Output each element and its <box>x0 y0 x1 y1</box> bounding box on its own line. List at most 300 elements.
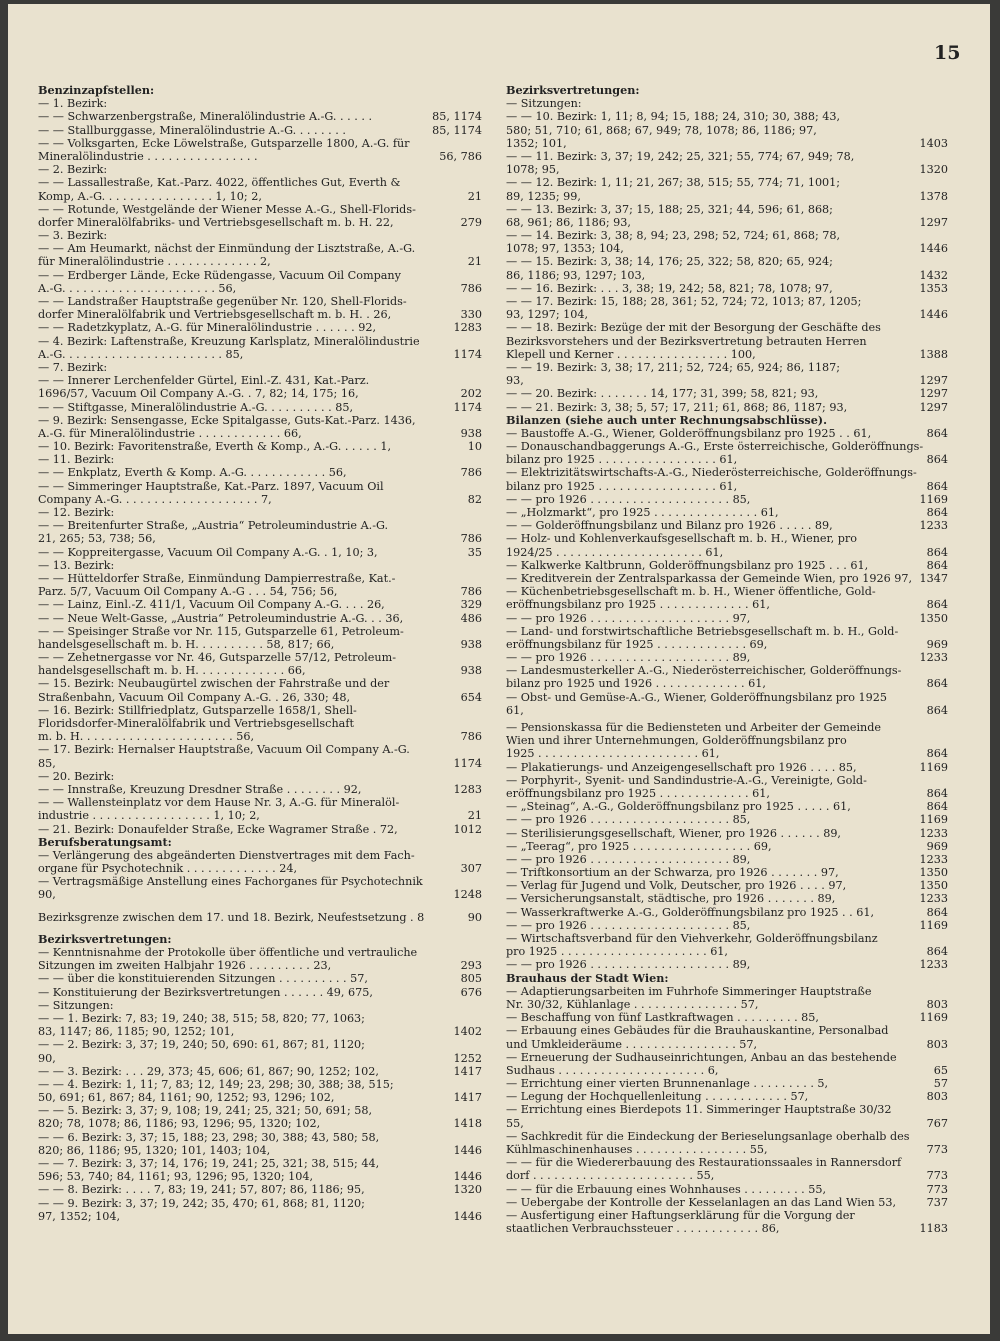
entry-text: — — 11. Bezirk: 3, 37; 19, 242; 25, 321; 55, 774; 67, 949; 78, <box>506 149 855 163</box>
entry-text: — Elektrizitätswirtschafts-A.-G., Niederösterreichische, Golderöffnungs- <box>506 466 917 480</box>
page-reference: 864 <box>924 480 948 493</box>
entry-text: — Wasserkraftwerke A.-G., Golderöffnungsbilanz pro 1925 . . 61, <box>506 905 875 919</box>
entry-text: — — Breitenfurter Straße, „Austria“ Petroleumindustrie A.-G. <box>38 519 389 533</box>
page-reference: 1446 <box>451 1170 482 1183</box>
index-entry <box>506 546 948 559</box>
page-reference: 938 <box>458 638 482 651</box>
entry-text: 1925 . . . . . . . . . . . . . . . . . . . . . . . 61, <box>506 747 720 761</box>
entry-text: 90, <box>38 1051 56 1065</box>
index-entry <box>38 229 482 242</box>
index-entry <box>38 770 482 783</box>
entry-text: — Porphyrit-, Syenit- und Sandindustrie-A.-G., Vereinigte, Gold- <box>506 773 867 787</box>
entry-text: Bilanzen (siehe auch unter Rechnungsabschlüsse). <box>506 413 827 427</box>
index-entry <box>506 480 948 493</box>
page-reference: 1446 <box>917 242 948 255</box>
index-entry <box>506 879 948 892</box>
entry-text: — — Neue Welt-Gasse, „Austria“ Petroleumindustrie A.-G. . . 36, <box>38 611 404 625</box>
index-entry <box>38 1091 482 1104</box>
entry-text: — — pro 1926 . . . . . . . . . . . . . . . . . . . . 89, <box>506 958 751 972</box>
index-entry <box>38 480 482 493</box>
index-entry <box>38 1078 482 1091</box>
index-entry <box>38 1144 482 1157</box>
entry-text: Floridsdorfer-Mineralölfabrik und Vertriebsgesellschaft <box>38 717 354 730</box>
entry-text: — — 8. Bezirk: . . . . 7, 83; 19, 241; 57, 807; 86, 1186; 95, <box>38 1183 365 1197</box>
index-entry <box>38 1197 482 1210</box>
index-entry <box>38 190 482 203</box>
entry-text: — — pro 1926 . . . . . . . . . . . . . . . . . . . . 97, <box>506 611 751 625</box>
entry-text: — — für die Erbauung eines Wohnhauses . . . . . . . . . 55, <box>506 1182 827 1196</box>
index-entry <box>38 888 482 901</box>
index-entry <box>38 986 482 999</box>
entry-text: — — Hütteldorfer Straße, Einmündung Dampierrestraße, Kat.- <box>38 571 396 585</box>
index-entry <box>38 783 482 796</box>
index-entry <box>506 853 948 866</box>
index-entry <box>38 321 482 334</box>
page-reference: 1403 <box>917 137 948 150</box>
entry-text: 21, 265; 53, 738; 56, <box>38 532 156 546</box>
index-entry <box>506 932 948 945</box>
entry-text: — Kreditverein der Zentralsparkassa der Gemeinde Wien, pro 1926 97, <box>506 571 913 585</box>
entry-text: — Triftkonsortium an der Schwarza, pro 1926 . . . . . . . 97, <box>506 866 839 880</box>
entry-text: — „Holzmarkt“, pro 1925 . . . . . . . . . . . . . . . 61, <box>506 506 779 519</box>
index-entry <box>506 401 948 414</box>
entry-text: — — 4. Bezirk: 1, 11; 7, 83; 12, 149; 23, 298; 30, 388; 38, 515; <box>38 1077 394 1091</box>
entry-text: — — pro 1926 . . . . . . . . . . . . . . . . . . . . 85, <box>506 813 751 827</box>
entry-text: — 16. Bezirk: Stillfriedplatz, Gutsparzelle 1658/1, Shell- <box>38 703 357 717</box>
entry-text: — — Erdberger Lände, Ecke Rüdengasse, Vacuum Oil Company <box>38 268 401 282</box>
page-reference: 21 <box>465 809 482 822</box>
index-entry <box>38 361 482 374</box>
index-heading <box>506 84 948 97</box>
entry-text: — — 3. Bezirk: . . . 29, 373; 45, 606; 61, 867; 90, 1252; 102, <box>38 1064 379 1078</box>
page-reference: 329 <box>458 598 482 611</box>
entry-text: — 4. Bezirk: Laftenstraße, Kreuzung Karlsplatz, Mineralölindustrie <box>38 334 420 348</box>
entry-text: — Baustoffe A.-G., Wiener, Golderöffnungsbilanz pro 1925 . . 61, <box>506 426 872 440</box>
page-reference: 65 <box>931 1064 948 1077</box>
entry-text: — — 19. Bezirk: 3, 38; 17, 211; 52, 724; 65, 924; 86, 1187; <box>506 360 841 374</box>
page-reference: 1233 <box>917 827 948 840</box>
index-entry <box>506 1117 948 1130</box>
index-entry <box>38 651 482 664</box>
entry-text: — 15. Bezirk: Neubaugürtel zwischen der Fahrstraße und der <box>38 677 390 691</box>
index-entry <box>506 532 948 545</box>
entry-text: — — 6. Bezirk: 3, 37; 15, 188; 23, 298; 30, 388; 43, 580; 58, <box>38 1130 380 1144</box>
page-reference: 1297 <box>917 401 948 414</box>
entry-text: 50, 691; 61, 867; 84, 1161; 90, 1252; 93, 1296; 102, <box>38 1091 335 1105</box>
entry-text: — Küchenbetriebsgesellschaft m. b. H., Wiener öffentliche, Gold- <box>506 585 876 599</box>
page-reference: 864 <box>924 747 948 760</box>
index-entry <box>38 598 482 611</box>
entry-text: — 9. Bezirk: Sensengasse, Ecke Spitalgasse, Guts-Kat.-Parz. 1436, <box>38 413 416 427</box>
entry-text: — — Landstraßer Hauptstraße gegenüber Nr. 120, Shell-Florids- <box>38 295 407 308</box>
index-entry <box>506 163 948 176</box>
entry-text: — — Innstraße, Kreuzung Dresdner Straße . . . . . . . . 92, <box>38 782 362 796</box>
entry-text: industrie . . . . . . . . . . . . . . . . . 1, 10; 2, <box>38 809 260 823</box>
index-heading <box>38 84 482 97</box>
entry-text: — Versicherungsanstalt, städtische, pro 1926 . . . . . . . 89, <box>506 892 836 906</box>
entry-text: — Holz- und Kohlenverkaufsgesellschaft m. b. H., Wiener, pro <box>506 532 857 546</box>
entry-text: — — 21. Bezirk: 3, 38; 5, 57; 17, 211; 61, 868; 86, 1187; 93, <box>506 400 848 414</box>
entry-text: Bezirksgrenze zwischen dem 17. und 18. Bezirk, Neufestsetzung . 8 <box>38 910 425 924</box>
page-reference: 21 <box>465 255 482 268</box>
entry-text: — — Stiftgasse, Mineralölindustrie A.-G. . . . . . . . . . 85, <box>38 400 354 414</box>
index-entry <box>38 348 482 361</box>
entry-text: Bezirksvorstehers und der Bezirksvertretung betrauten Herren <box>506 334 867 348</box>
page-reference: 1402 <box>451 1025 482 1038</box>
entry-text: A.-G. . . . . . . . . . . . . . . . . . . . . . . 85, <box>38 347 244 361</box>
index-column-left <box>38 84 482 1223</box>
entry-text: 93, 1297; 104, <box>506 308 589 322</box>
entry-text: Mineralölindustrie . . . . . . . . . . . . . . . . <box>38 149 258 163</box>
entry-text: — — pro 1926 . . . . . . . . . . . . . . . . . . . . 85, <box>506 918 751 932</box>
index-entry <box>38 796 482 809</box>
entry-text: organe für Psychotechnik . . . . . . . . . . . . . 24, <box>38 862 298 876</box>
entry-text: Company A.-G. . . . . . . . . . . . . . . . . . . . 7, <box>38 492 272 506</box>
page-reference: 1283 <box>451 783 482 796</box>
index-entry <box>38 691 482 704</box>
entry-text: handelsgesellschaft m. b. H. . . . . . . . . . 58, 817; 66, <box>38 637 335 651</box>
page-reference: 773 <box>924 1183 948 1196</box>
index-entry <box>38 506 482 519</box>
index-entry <box>506 295 948 308</box>
index-entry <box>38 110 482 123</box>
page-reference: 1233 <box>917 853 948 866</box>
entry-text: — Beschaffung von fünf Lastkraftwagen . . . . . . . . . 85, <box>506 1011 819 1025</box>
page-reference: 1353 <box>917 282 948 295</box>
entry-text: — Wirtschaftsverband für den Viehverkehr, Golderöffnungsbilanz <box>506 932 878 945</box>
index-entry <box>506 1156 948 1169</box>
entry-text: — Errichtung eines Bierdepots 11. Simmeringer Hauptstraße 30/32 <box>506 1103 892 1117</box>
entry-text: — — 7. Bezirk: 3, 37; 14, 176; 19, 241; 25, 321; 38, 515; 44, <box>38 1157 380 1170</box>
index-entry <box>506 892 948 905</box>
entry-text: Sitzungen im zweiten Halbjahr 1926 . . . . . . . . . 23, <box>38 959 332 973</box>
index-entry <box>506 1143 948 1156</box>
page-reference: 1252 <box>451 1052 482 1065</box>
page-reference: 864 <box>924 677 948 690</box>
page-reference: 1233 <box>917 892 948 905</box>
index-entry <box>506 282 948 295</box>
index-entry <box>38 585 482 598</box>
entry-text: — Pensionskassa für die Bediensteten und Arbeiter der Gemeinde <box>506 721 882 734</box>
index-entry <box>506 827 948 840</box>
entry-text: — Erneuerung der Sudhauseinrichtungen, Anbau an das bestehende <box>506 1050 897 1064</box>
index-entry <box>506 747 948 760</box>
page-reference: 938 <box>458 664 482 677</box>
entry-text: — Konstituierung der Bezirksvertretungen . . . . . . 49, 675, <box>38 985 373 999</box>
entry-text: — Sterilisierungsgesellschaft, Wiener, pro 1926 . . . . . . 89, <box>506 826 841 840</box>
index-entry <box>506 585 948 598</box>
entry-text: — — 14. Bezirk: 3, 38; 8, 94; 23, 298; 52, 724; 61, 868; 78, <box>506 229 841 243</box>
index-entry <box>38 203 482 216</box>
entry-text: 1078; 95, <box>506 163 560 177</box>
entry-text: — Kenntnisnahme der Protokolle über öffentliche und vertrauliche <box>38 946 418 959</box>
index-heading <box>38 836 482 849</box>
page-reference: 202 <box>458 387 482 400</box>
entry-text: — — Koppreitergasse, Vacuum Oil Company A.-G. . 1, 10; 3, <box>38 545 378 559</box>
entry-text: Straßenbahn, Vacuum Oil Company A.-G. . 26, 330; 48, <box>38 690 351 704</box>
index-entry <box>38 1157 482 1170</box>
index-entry <box>506 1038 948 1051</box>
entry-text: — — Speisinger Straße vor Nr. 115, Gutsparzelle 61, Petroleum- <box>38 624 404 638</box>
index-entry <box>506 866 948 879</box>
entry-text: — Adaptierungsarbeiten im Fuhrhofe Simmeringer Hauptstraße <box>506 984 872 998</box>
page-reference: 90 <box>465 911 482 924</box>
index-entry <box>506 787 948 800</box>
entry-text: m. b. H. . . . . . . . . . . . . . . . . . . . . . 56, <box>38 730 255 744</box>
index-entry <box>38 335 482 348</box>
index-entry <box>506 374 948 387</box>
page-reference: 1174 <box>451 757 482 770</box>
index-entry <box>506 651 948 664</box>
page-reference: 676 <box>458 986 482 999</box>
entry-text: für Mineralölindustrie . . . . . . . . . . . . . 2, <box>38 255 271 269</box>
entry-text: — — 15. Bezirk: 3, 38; 14, 176; 25, 322; 58, 820; 65, 924; <box>506 255 833 269</box>
page-reference: 57 <box>931 1077 948 1090</box>
index-entry <box>506 1209 948 1222</box>
index-heading <box>38 933 482 946</box>
index-entry <box>38 572 482 585</box>
entry-text: — 7. Bezirk: <box>38 360 108 374</box>
page-reference: 330 <box>458 308 482 321</box>
page-reference: 1169 <box>917 493 948 506</box>
index-entry <box>38 466 482 479</box>
page-reference: 654 <box>458 691 482 704</box>
index-entry <box>38 862 482 875</box>
index-entry <box>38 493 482 506</box>
page-reference: 1446 <box>451 1144 482 1157</box>
index-entry <box>38 216 482 229</box>
entry-text: eröffnungsbilanz pro 1925 . . . . . . . . . . . . . 61, <box>506 786 770 800</box>
index-entry <box>506 625 948 638</box>
index-entry <box>38 612 482 625</box>
page-reference: 1233 <box>917 651 948 664</box>
page-reference: 1350 <box>917 866 948 879</box>
entry-text: — 11. Bezirk: <box>38 453 115 467</box>
page-reference: 864 <box>924 787 948 800</box>
index-entry <box>38 427 482 440</box>
index-column-right <box>506 84 948 1235</box>
entry-text: — 21. Bezirk: Donaufelder Straße, Ecke Wagramer Straße . 72, <box>38 822 398 836</box>
page-reference: 786 <box>458 532 482 545</box>
entry-text: 93, <box>506 374 524 388</box>
index-entry <box>38 972 482 985</box>
index-entry <box>38 137 482 150</box>
index-entry <box>38 1104 482 1117</box>
entry-text: 86, 1186; 93, 1297; 103, <box>506 268 646 282</box>
entry-text: — — 1. Bezirk: 7, 83; 19, 240; 38, 515; 58, 820; 77, 1063; <box>38 1011 365 1025</box>
entry-text: handelsgesellschaft m. b. H. . . . . . . . . . . . . 66, <box>38 664 306 678</box>
index-entry <box>38 269 482 282</box>
entry-text: dorfer Mineralölfabriks- und Vertriebsgesellschaft m. b. H. 22, <box>38 215 394 229</box>
index-entry <box>38 1117 482 1130</box>
page-reference: 1297 <box>917 216 948 229</box>
index-entry <box>38 1170 482 1183</box>
index-entry <box>506 216 948 229</box>
index-entry <box>38 387 482 400</box>
entry-text: und Umkleideräume . . . . . . . . . . . . . . . . 57, <box>506 1037 758 1051</box>
index-entry <box>506 1222 948 1235</box>
entry-text: — — Schwarzenbergstraße, Mineralölindustrie A.-G. . . . . . <box>38 110 373 124</box>
index-entry <box>38 1025 482 1038</box>
index-entry <box>38 176 482 189</box>
index-entry <box>506 190 948 203</box>
index-entry <box>38 999 482 1012</box>
entry-text: eröffnungsbilanz pro 1925 . . . . . . . . . . . . . 61, <box>506 598 770 612</box>
page-reference: 1169 <box>917 1011 948 1024</box>
index-entry <box>38 295 482 308</box>
entry-text: 1924/25 . . . . . . . . . . . . . . . . . . . . . 61, <box>506 545 724 559</box>
entry-text: eröffnungsbilanz für 1925 . . . . . . . . . . . . . 69, <box>506 637 768 651</box>
page-reference: 864 <box>924 906 948 919</box>
index-entry <box>38 282 482 295</box>
entry-text: — — 9. Bezirk: 3, 37; 19, 242; 35, 470; 61, 868; 81, 1120; <box>38 1196 365 1210</box>
page-reference: 85, 1174 <box>429 110 482 123</box>
entry-text: 83, 1147; 86, 1185; 90, 1252; 101, <box>38 1025 235 1039</box>
entry-text: — — 10. Bezirk: 1, 11; 8, 94; 15, 188; 24, 310; 30, 388; 43, <box>506 110 841 124</box>
page-reference: 864 <box>924 704 948 717</box>
entry-text: — — Wallensteinplatz vor dem Hause Nr. 3, A.-G. für Mineralöl- <box>38 796 400 810</box>
entry-text: — Ausfertigung einer Haftungserklärung für die Vorgung der <box>506 1208 855 1222</box>
entry-text: Wien und ihrer Unternehmungen, Golderöffnungsbilanz pro <box>506 734 847 748</box>
entry-text: dorf . . . . . . . . . . . . . . . . . . . . . . . 55, <box>506 1169 715 1183</box>
page-reference: 293 <box>458 959 482 972</box>
entry-text: Bezirksvertretungen: <box>38 932 172 946</box>
index-entry <box>38 242 482 255</box>
page-reference: 864 <box>924 506 948 519</box>
index-entry <box>506 203 948 216</box>
entry-text: — Errichtung einer vierten Brunnenanlage . . . . . . . . . 5, <box>506 1077 829 1091</box>
entry-text: — 20. Bezirk: <box>38 769 115 783</box>
entry-text: pro 1925 . . . . . . . . . . . . . . . . . . . . . 61, <box>506 945 728 959</box>
entry-text: — — 17. Bezirk: 15, 188; 28, 361; 52, 724; 72, 1013; 87, 1205; <box>506 295 862 308</box>
index-entry <box>506 150 948 163</box>
page-reference: 803 <box>924 1090 948 1103</box>
index-entry <box>506 1011 948 1024</box>
entry-text: — Landesmusterkeller A.-G., Niederösterreichischer, Golderöffnungs- <box>506 664 902 678</box>
entry-text: — Land- und forstwirtschaftliche Betriebsgesellschaft m. b. H., Gold- <box>506 624 899 638</box>
entry-text: — 17. Bezirk: Hernalser Hauptstraße, Vacuum Oil Company A.-G. <box>38 743 410 757</box>
index-entry <box>506 985 948 998</box>
page-reference: 773 <box>924 1143 948 1156</box>
index-entry <box>506 919 948 932</box>
index-entry <box>38 519 482 532</box>
entry-text: Benzinzapfstellen: <box>38 84 155 97</box>
index-entry <box>38 638 482 651</box>
entry-text: — — Lainz, Einl.-Z. 411/1, Vacuum Oil Company A.-G. . . . 26, <box>38 598 385 612</box>
index-entry <box>506 761 948 774</box>
entry-text: — — Radetzkyplatz, A.-G. für Mineralölindustrie . . . . . . 92, <box>38 321 377 335</box>
entry-text: bilanz pro 1925 . . . . . . . . . . . . . . . . . 61, <box>506 453 738 467</box>
index-entry <box>506 308 948 321</box>
entry-text: — 2. Bezirk: <box>38 163 108 177</box>
entry-text: — Vertragsmäßige Anstellung eines Fachorganes für Psychotechnik <box>38 875 423 889</box>
index-entry <box>506 255 948 268</box>
index-entry <box>38 1131 482 1144</box>
index-entry <box>38 163 482 176</box>
index-entry <box>38 959 482 972</box>
page-reference: 307 <box>458 862 482 875</box>
page-reference: 1320 <box>451 1183 482 1196</box>
index-entry <box>506 691 948 704</box>
page-reference: 85, 1174 <box>429 124 482 137</box>
index-entry <box>38 757 482 770</box>
index-entry <box>506 1024 948 1037</box>
index-entry <box>506 598 948 611</box>
index-entry <box>506 321 948 334</box>
page-reference: 737 <box>924 1196 948 1209</box>
entry-text: 85, <box>38 756 56 770</box>
index-entry <box>38 1038 482 1051</box>
entry-text: 55, <box>506 1116 524 1130</box>
page-reference: 1233 <box>917 958 948 971</box>
entry-text: — — für die Wiedererbauung des Restaurationssaales in Rannersdorf <box>506 1156 902 1170</box>
index-entry <box>506 269 948 282</box>
entry-text: Klepell und Kerner . . . . . . . . . . . . . . . . 100, <box>506 347 756 361</box>
entry-text: staatlichen Verbrauchssteuer . . . . . . . . . . . . 86, <box>506 1222 780 1236</box>
page-reference: 1174 <box>451 401 482 414</box>
index-entry <box>506 1130 948 1143</box>
page-reference: 279 <box>458 216 482 229</box>
index-entry <box>506 229 948 242</box>
entry-text: — „Steinag“, A.-G., Golderöffnungsbilanz pro 1925 . . . . . 61, <box>506 800 851 814</box>
index-entry <box>506 664 948 677</box>
entry-text: — — pro 1926 . . . . . . . . . . . . . . . . . . . . 89, <box>506 651 751 665</box>
page-reference: 938 <box>458 427 482 440</box>
index-entry <box>506 1103 948 1116</box>
index-entry <box>506 945 948 958</box>
entry-text: 97, 1352; 104, <box>38 1209 121 1223</box>
index-entry <box>38 440 482 453</box>
entry-text: 89, 1235; 99, <box>506 189 581 203</box>
entry-text: Parz. 5/7, Vacuum Oil Company A.-G . . . 54, 756; 56, <box>38 585 338 599</box>
page-reference: 803 <box>924 1038 948 1051</box>
page-reference: 864 <box>924 945 948 958</box>
page-reference: 1432 <box>917 269 948 282</box>
page-reference: 21 <box>465 190 482 203</box>
entry-text: A.-G. . . . . . . . . . . . . . . . . . . . . . 56, <box>38 281 237 295</box>
entry-text: — 13. Bezirk: <box>38 558 115 572</box>
index-entry <box>38 625 482 638</box>
entry-text: — Legung der Hochquellenleitung . . . . . . . . . . . . 57, <box>506 1090 809 1104</box>
page-reference: 486 <box>458 612 482 625</box>
entry-text: — — Enkplatz, Everth & Komp. A.-G. . . . . . . . . . . . 56, <box>38 466 347 480</box>
entry-text: 580; 51, 710; 61, 868; 67, 949; 78, 1078; 86, 1186; 97, <box>506 123 817 137</box>
entry-text: bilanz pro 1925 . . . . . . . . . . . . . . . . . 61, <box>506 479 738 493</box>
page-number: 15 <box>934 42 961 64</box>
page-reference: 969 <box>924 638 948 651</box>
index-entry <box>506 638 948 651</box>
index-entry <box>506 1064 948 1077</box>
index-entry <box>506 734 948 747</box>
index-entry <box>38 1183 482 1196</box>
entry-text: 1078; 97, 1353; 104, <box>506 242 624 256</box>
page-reference: 82 <box>465 493 482 506</box>
page-reference: 786 <box>458 730 482 743</box>
index-entry <box>38 308 482 321</box>
entry-text: — — 18. Bezirk: Bezüge der mit der Besorgung der Geschäfte des <box>506 321 881 335</box>
entry-text: — Verlag für Jugend und Volk, Deutscher, pro 1926 . . . . 97, <box>506 879 847 893</box>
page-reference: 1446 <box>451 1210 482 1223</box>
page-reference: 864 <box>924 546 948 559</box>
index-entry <box>506 97 948 110</box>
index-entry <box>506 493 948 506</box>
index-entry <box>38 546 482 559</box>
entry-text: 90, <box>38 888 56 902</box>
index-entry <box>506 958 948 971</box>
entry-text: 68, 961; 86, 1186; 93, <box>506 215 631 229</box>
entry-text: dorfer Mineralölfabrik und Vertriebsgesellschaft m. b. H. . 26, <box>38 308 392 322</box>
entry-text: — — pro 1926 . . . . . . . . . . . . . . . . . . . . 89, <box>506 852 751 866</box>
